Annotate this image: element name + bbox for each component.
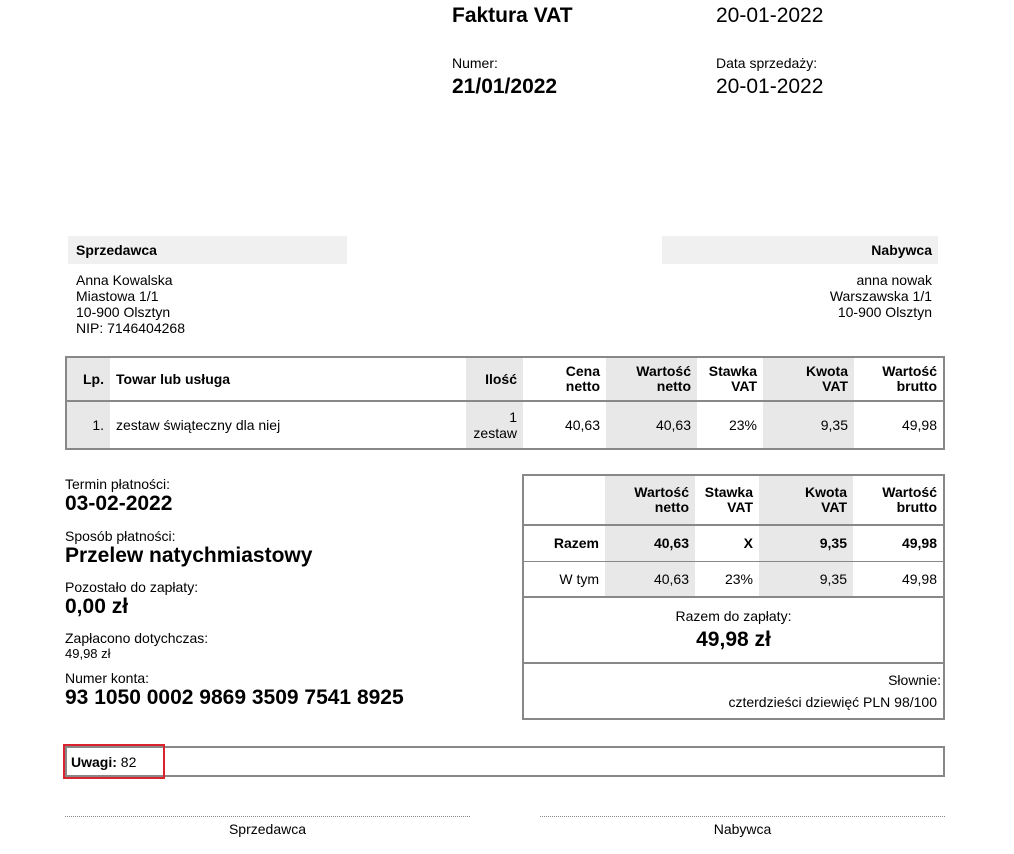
of-which-net-value: 40,63	[605, 561, 695, 597]
to-pay-amount: 49,98 zł	[696, 628, 771, 651]
remaining-amount: 0,00 zł	[65, 595, 129, 618]
summary-to-pay-row	[523, 597, 944, 663]
table-row	[66, 401, 944, 449]
items-table	[65, 356, 945, 450]
item-qty-number: 1	[509, 409, 517, 425]
total-net-value: 40,63	[605, 525, 695, 561]
of-which-gross: 49,98	[853, 561, 944, 597]
col-gross-line1: Wartość	[882, 363, 937, 379]
items-header-row	[66, 357, 944, 401]
item-lp: 1.	[66, 401, 110, 449]
item-vat-rate: 23%	[728, 417, 757, 433]
col-net-value-line2: netto	[656, 378, 691, 394]
issue-date: 20-01-2022	[716, 4, 824, 27]
item-net-price: 40,63	[564, 417, 600, 433]
col-vat-amount-line1: Kwota	[806, 363, 848, 379]
col-net-price: Cena netto	[523, 357, 606, 401]
summary-of-which-row	[523, 561, 944, 597]
item-vat-amount: 9,35	[763, 401, 854, 449]
buyer-details	[700, 272, 932, 320]
invoice-number: 21/01/2022	[452, 75, 558, 98]
account-number: 93 1050 0002 9869 3509 7541 8925	[65, 686, 404, 709]
invoice-title: Faktura VAT	[452, 4, 573, 27]
sum-col-gross-line1: Wartość	[882, 484, 937, 500]
paid-amount: 49,98 zł	[65, 646, 111, 661]
due-date-label: Termin płatności:	[65, 476, 171, 492]
seller-city: 10-900 Olsztyn	[76, 304, 171, 320]
paid-label: Zapłacono dotychczas:	[65, 630, 209, 646]
to-pay-cell	[523, 597, 944, 663]
sum-col-net-value	[605, 475, 695, 525]
total-gross: 49,98	[853, 525, 944, 561]
seller-heading: Sprzedawca	[68, 236, 347, 264]
sale-date-label: Data sprzedaży:	[716, 55, 818, 71]
seller-signature-label: Sprzedawca	[228, 821, 307, 837]
buyer-signature-label: Nabywca	[713, 821, 772, 837]
payment-method: Przelew natychmiastowy	[65, 544, 313, 567]
total-vat-rate: X	[695, 525, 759, 561]
item-qty	[466, 401, 523, 449]
due-date: 03-02-2022	[65, 492, 173, 515]
sum-col-net-value-line1: Wartość	[634, 484, 689, 500]
summary-table	[522, 474, 945, 720]
buyer-city: 10-900 Olsztyn	[837, 304, 932, 320]
remarks	[71, 754, 136, 770]
of-which-vat-rate: 23%	[695, 561, 759, 597]
col-gross	[854, 357, 944, 401]
col-qty: Ilość	[466, 357, 523, 401]
col-vat-rate-line1: Stawka	[708, 363, 757, 379]
seller-nip: NIP: 7146404268	[76, 320, 185, 336]
summary-in-words-row	[523, 663, 944, 719]
col-lp: Lp.	[66, 357, 110, 401]
col-vat-amount	[763, 357, 854, 401]
payment-method-label: Sposób płatności:	[65, 528, 176, 544]
sum-col-vat-amount-line2: VAT	[821, 499, 847, 515]
summary-total-row	[523, 525, 944, 561]
sum-col-net-value-line2: netto	[654, 499, 689, 515]
buyer-heading: Nabywca	[662, 236, 938, 264]
sum-col-vat-rate-line2: VAT	[727, 499, 753, 515]
remaining-label: Pozostało do zapłaty:	[65, 579, 199, 595]
invoice-number-label: Numer:	[452, 55, 498, 71]
col-net-value	[606, 357, 697, 401]
total-vat-amount: 9,35	[759, 525, 853, 561]
sum-col-vat-rate-line1: Stawka	[704, 484, 753, 500]
in-words-cell	[523, 663, 944, 719]
sum-col-vat-amount	[759, 475, 853, 525]
seller-street: Miastowa 1/1	[76, 288, 159, 304]
col-vat-rate-line2: VAT	[731, 378, 757, 394]
buyer-street: Warszawska 1/1	[829, 288, 932, 304]
sum-col-vat-amount-line1: Kwota	[805, 484, 847, 500]
in-words-value: czterdzieści dziewięć PLN 98/100	[728, 694, 937, 710]
of-which-vat-amount: 9,35	[759, 561, 853, 597]
sum-col-label	[523, 475, 605, 525]
buyer-signature-line	[540, 816, 945, 817]
col-net-value-line1: Wartość	[636, 363, 691, 379]
of-which-label: W tym	[523, 561, 605, 597]
seller-details	[76, 272, 185, 336]
sum-col-gross-line2: brutto	[896, 499, 937, 515]
seller-name: Anna Kowalska	[76, 272, 173, 288]
col-vat-amount-line2: VAT	[822, 378, 848, 394]
item-qty-unit: zestaw	[473, 425, 517, 441]
seller-signature-line	[65, 816, 470, 817]
item-gross: 49,98	[901, 417, 937, 433]
to-pay-label: Razem do zapłaty:	[675, 608, 792, 624]
col-name: Towar lub usługa	[110, 357, 466, 401]
in-words-label: Słownie:	[888, 672, 941, 688]
account-label: Numer konta:	[65, 670, 150, 686]
sum-col-gross	[853, 475, 944, 525]
summary-header-row	[523, 475, 944, 525]
remarks-label: Uwagi:	[71, 754, 117, 770]
remarks-value: 82	[120, 754, 137, 770]
total-label: Razem	[523, 525, 605, 561]
sum-col-vat-rate	[695, 475, 759, 525]
col-vat-rate	[697, 357, 763, 401]
item-name: zestaw świąteczny dla niej	[116, 417, 281, 433]
item-net-value: 40,63	[606, 401, 697, 449]
remarks-box	[65, 746, 945, 777]
buyer-name: anna nowak	[856, 272, 932, 288]
sale-date: 20-01-2022	[716, 75, 824, 98]
col-gross-line2: brutto	[896, 378, 937, 394]
